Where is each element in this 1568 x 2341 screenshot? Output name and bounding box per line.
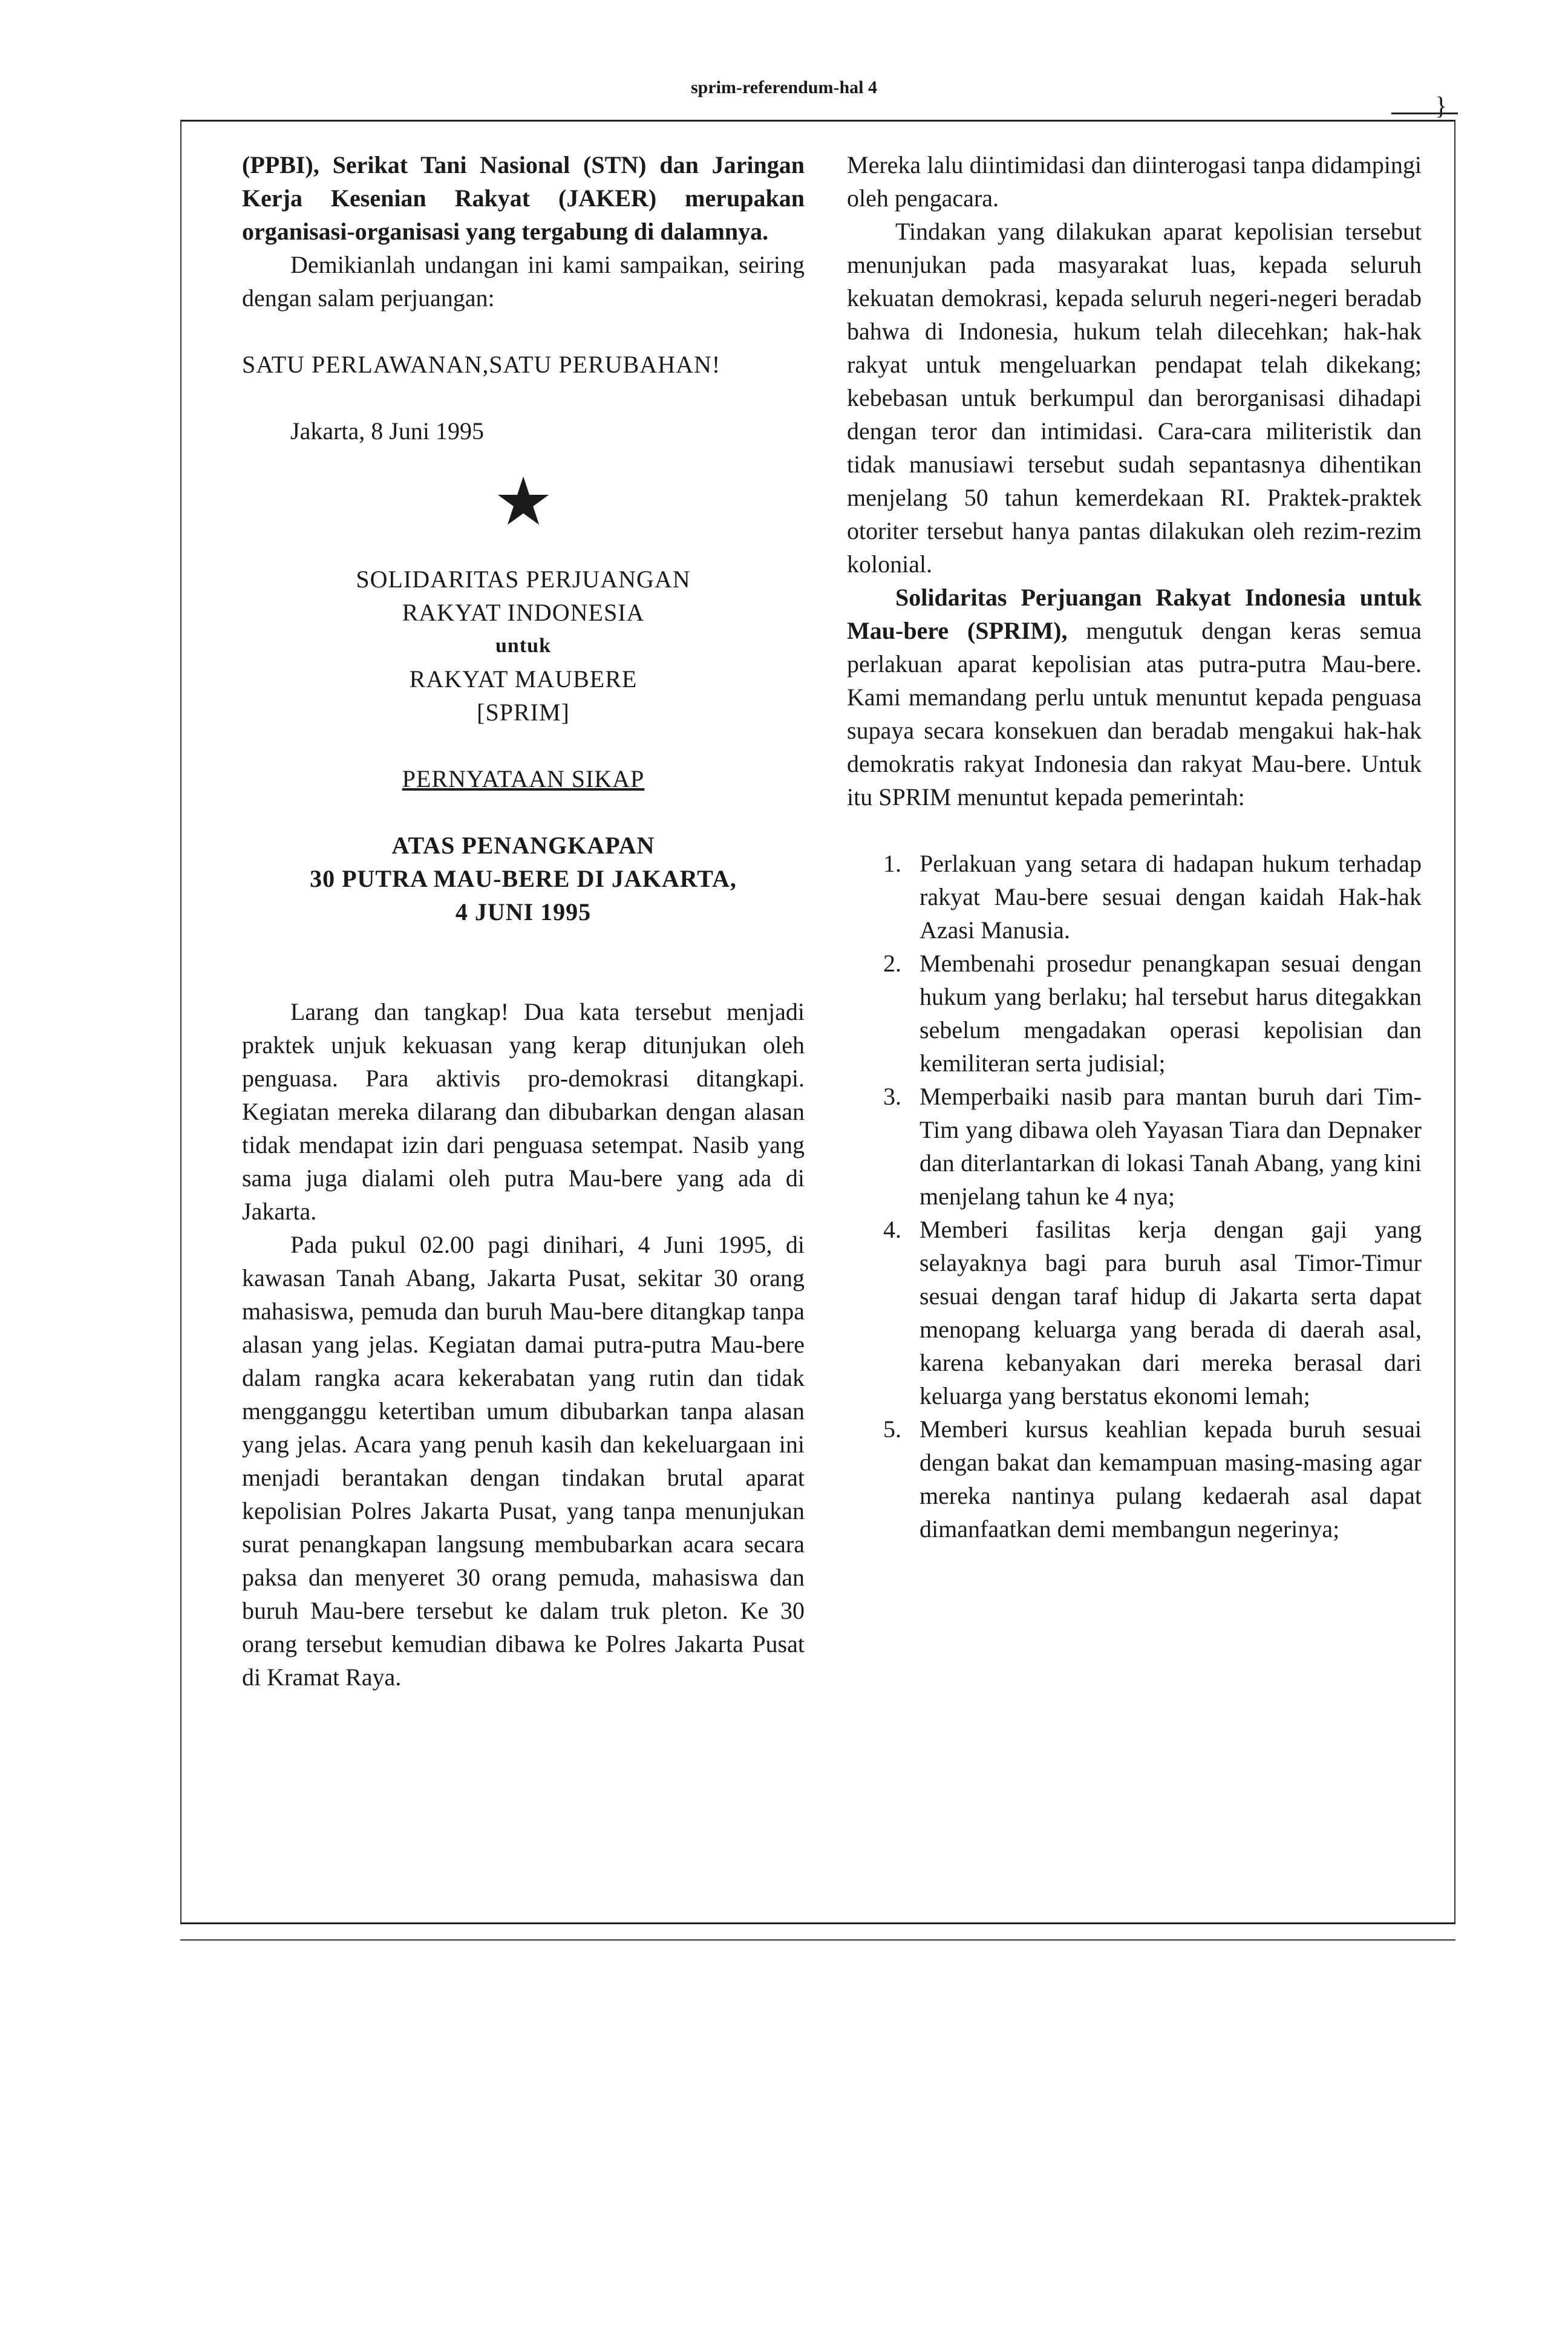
demand-item — [883, 847, 1422, 947]
org-line-2: RAKYAT INDONESIA — [402, 599, 645, 626]
left-paragraph-4: Pada pukul 02.00 pagi dinihari, 4 Juni 1995, di kawasan Tanah Abang, Jakarta Pusat, sekitar 30 orang mahasiswa, pemuda dan buruh Mau-bere ditangkap tanpa alasan yang jelas. Kegiatan damai putra-putra Mau-bere dalam rangka acara kekerabatan yang rutin dan tidak mengganggu ketertiban umum dibubarkan tanpa alasan yang jelas. Acara yang penuh kasih dan kekeluargaan ini menjadi berantakan dengan tindakan brutal aparat kepolisian Polres Jakarta Pusat, yang tanpa menunjukan surat penangkapan langsung membubarkan acara secara paksa dan menyeret 30 orang pemuda, mahasiswa dan buruh Mau-bere tersebut ke dalam truk pleton. Ke 30 orang tersebut kemudian dibawa ke Polres Jakarta Pusat di Kramat Raya. — [242, 1231, 805, 1691]
demand-text: Perlakuan yang setara di hadapan hukum terhadap rakyat Mau-bere sesuai dengan kaidah Hak-hak Azasi Manusia. — [920, 850, 1422, 944]
statement-title: PERNYATAAN SIKAP — [402, 765, 645, 792]
organization-name — [242, 563, 805, 729]
page-header-title: sprim-referendum-hal 4 — [690, 77, 878, 97]
right-column — [847, 148, 1422, 1546]
bottom-rule — [180, 1922, 1455, 1924]
bottom-rule-secondary — [180, 1939, 1455, 1941]
subject-line-2: 30 PUTRA MAU-BERE DI JAKARTA, — [310, 865, 737, 892]
subject-line-3: 4 JUNI 1995 — [455, 898, 592, 926]
star-icon: ★ — [493, 465, 554, 539]
slogan: SATU PERLAWANAN,SATU PERUBAHAN! — [242, 351, 721, 378]
org-line-4: RAKYAT MAUBERE — [409, 665, 638, 693]
demand-text: Memberi fasilitas kerja dengan gaji yang selayaknya bagi para buruh asal Timor-Timur sesuai dengan taraf hidup di Jakarta serta dapat menopang keluarga yang berada di daerah asal, karena kebanyakan dari mereka berasal dari keluarga yang berstatus ekonomi lemah; — [920, 1216, 1422, 1409]
org-line-5: [SPRIM] — [477, 699, 570, 726]
demand-item — [883, 1080, 1422, 1213]
left-paragraph-1: (PPBI), Serikat Tani Nasional (STN) dan Jaringan Kerja Kesenian Rakyat (JAKER) merupakan organisasi-organisasi yang tergabung di dalamnya. — [242, 151, 805, 245]
demand-item — [883, 1412, 1422, 1546]
left-paragraph-3: Larang dan tangkap! Dua kata tersebut menjadi praktek unjuk kekuasan yang kerap ditunjukan oleh penguasa. Para aktivis pro-demokrasi ditangkapi. Kegiatan mereka dilarang dan dibubarkan dengan alasan tidak mendapat izin dari penguasa setempat. Nasib yang sama juga dialami oleh putra Mau-bere yang ada di Jakarta. — [242, 998, 805, 1225]
demand-text: Membenahi prosedur penangkapan sesuai dengan hukum yang berlaku; hal tersebut harus ditegakkan sebelum mengadakan operasi kepolisian dan kemiliteran serta judisial; — [920, 950, 1422, 1077]
top-rule — [180, 120, 1455, 122]
right-paragraph-1: Mereka lalu diintimidasi dan diinterogasi tanpa didampingi oleh pengacara. — [847, 151, 1422, 212]
statement-subject — [242, 829, 805, 929]
sprim-name: Solidaritas Perjuangan Rakyat Indonesia untuk Mau-bere (SPRIM), — [847, 584, 1422, 644]
demand-number: 2. — [883, 950, 901, 977]
signature-date: Jakarta, 8 Juni 1995 — [290, 417, 484, 445]
demand-text: Memperbaiki nasib para mantan buruh dari Tim-Tim yang dibawa oleh Yayasan Tiara dan Depnaker dan diterlantarkan di lokasi Tanah Abang, yang kini menjelang tahun ke 4 nya; — [920, 1083, 1422, 1210]
right-paragraph-2: Tindakan yang dilakukan aparat kepolisian tersebut menunjukan pada masyarakat luas, kepada seluruh kekuatan demokrasi, kepada seluruh negeri-negeri beradab bahwa di Indonesia, hukum telah dilecehkan; hak-hak rakyat untuk mengeluarkan pendapat telah dikekang; kebebasan untuk berkumpul dan berorganisasi dihadapi dengan teror dan intimidasi. Cara-cara militeristik dan tidak manusiawi tersebut sudah sepantasnya dihentikan menjelang 50 tahun kemerdekaan RI. Praktek-praktek otoriter tersebut hanya pantas dilakukan oleh rezim-rezim kolonial. — [847, 218, 1422, 578]
header-mark: } — [1435, 93, 1448, 120]
demand-text: Memberi kursus keahlian kepada buruh sesuai dengan bakat dan kemampuan masing-masing agar mereka nantinya pulang kedaerah asal dapat dimanfaatkan demi membangun negerinya; — [920, 1415, 1422, 1543]
header-rule-short — [1391, 113, 1458, 114]
demand-number: 5. — [883, 1415, 901, 1443]
demand-number: 1. — [883, 850, 901, 877]
subject-line-1: ATAS PENANGKAPAN — [391, 832, 655, 859]
demand-item — [883, 1213, 1422, 1412]
demand-number: 3. — [883, 1083, 901, 1110]
org-line-3: untuk — [495, 635, 551, 657]
demand-item — [883, 947, 1422, 1080]
left-paragraph-2: Demikianlah undangan ini kami sampaikan, seiring dengan salam perjuangan: — [242, 251, 805, 312]
demand-number: 4. — [883, 1216, 901, 1243]
demands-list — [847, 847, 1422, 1546]
left-column — [242, 148, 805, 1694]
left-border — [180, 120, 181, 1922]
right-paragraph-3 — [847, 581, 1422, 814]
right-border — [1454, 120, 1455, 1922]
right-paragraph-3-rest: mengutuk dengan keras semua perlakuan aparat kepolisian atas putra-putra Mau-bere. Kami memandang perlu untuk menuntut kepada penguasa supaya secara konsekuen dan beradab mengakui hak-hak demokratis rakyat Indonesia dan rakyat Mau-bere. Untuk itu SPRIM menuntut kepada pemerintah: — [847, 617, 1422, 811]
org-line-1: SOLIDARITAS PERJUANGAN — [356, 566, 691, 593]
